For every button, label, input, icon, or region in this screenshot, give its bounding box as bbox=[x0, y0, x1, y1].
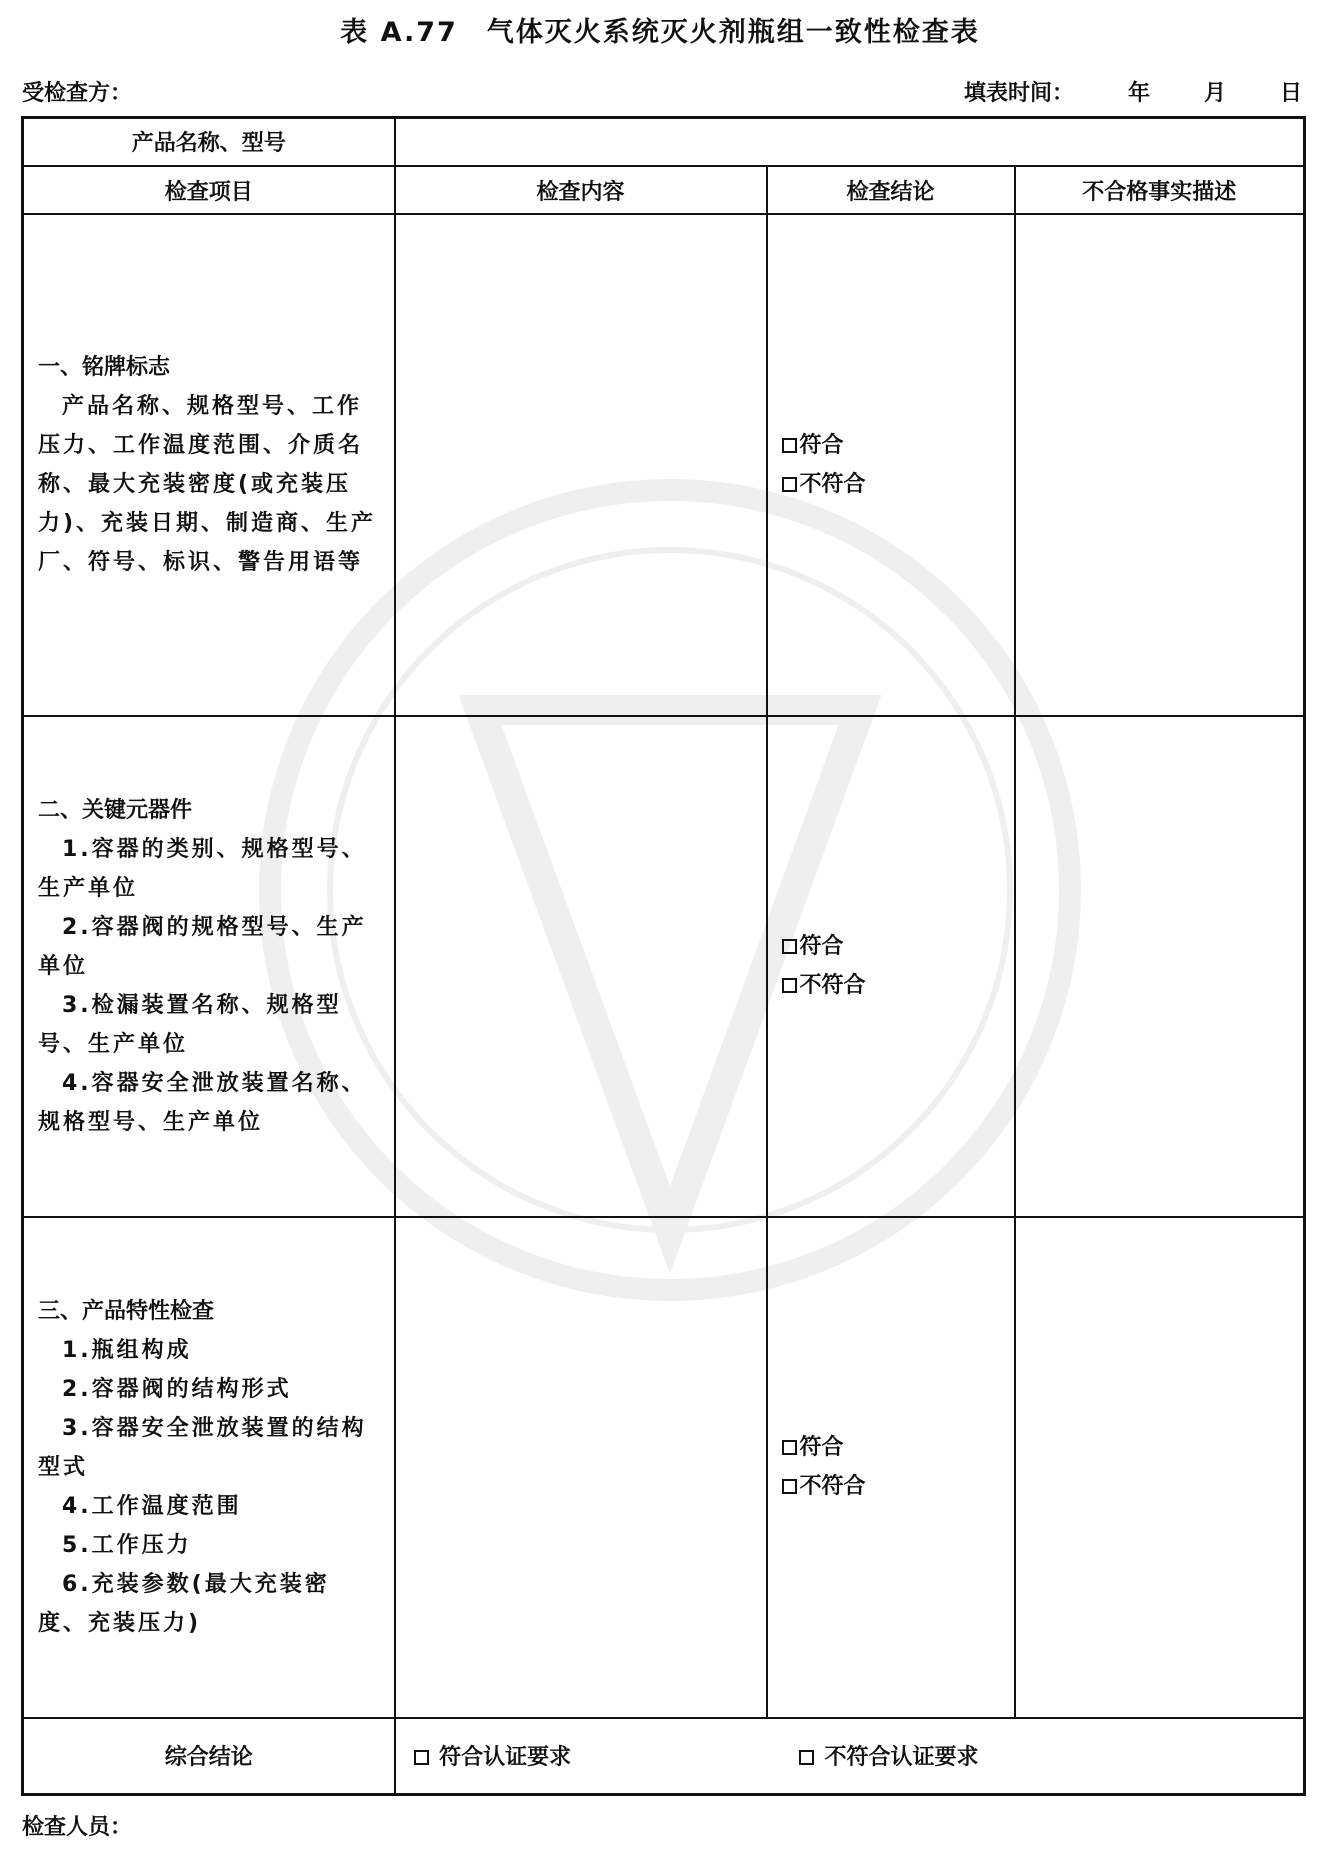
conform-option[interactable] bbox=[782, 426, 1014, 465]
conclusion-cell bbox=[767, 1217, 1015, 1718]
overall-conclusion-row bbox=[23, 1718, 1305, 1795]
item-line: 1.容器的类别、规格型号、生产单位 bbox=[38, 836, 367, 901]
item-line: 2.容器阀的结构形式 bbox=[62, 1376, 292, 1402]
inspector-label: 检查人员： bbox=[22, 1815, 133, 1840]
overall-conclusion-options bbox=[395, 1718, 1305, 1795]
conclusion-cell bbox=[767, 214, 1015, 715]
checkbox-icon[interactable] bbox=[782, 438, 797, 453]
fill-time-label: 填表时间： bbox=[964, 81, 1075, 106]
nonconformity-description-cell[interactable] bbox=[1015, 716, 1305, 1217]
item-line: 4.容器安全泄放装置名称、规格型号、生产单位 bbox=[38, 1070, 367, 1135]
day-label: 日 bbox=[1280, 81, 1303, 106]
nonconform-label: 不符合 bbox=[799, 973, 866, 999]
meets-requirements-option[interactable] bbox=[414, 1740, 572, 1771]
nonconform-label: 不符合 bbox=[799, 472, 866, 497]
fails-requirements-option[interactable] bbox=[799, 1740, 979, 1771]
year-label: 年 bbox=[1128, 81, 1151, 106]
item-heading: 二、关键元器件 bbox=[38, 797, 193, 823]
conform-label: 符合 bbox=[799, 1435, 844, 1461]
checkbox-icon[interactable] bbox=[782, 477, 797, 492]
nonconform-option[interactable] bbox=[782, 966, 1014, 1005]
item-line: 2.容器阀的规格型号、生产单位 bbox=[38, 914, 367, 979]
checkbox-icon[interactable] bbox=[799, 1750, 814, 1765]
inspection-content-cell[interactable] bbox=[395, 1217, 767, 1718]
col-header-nonconformity: 不合格事实描述 bbox=[1015, 166, 1305, 214]
col-header-content: 检查内容 bbox=[395, 166, 767, 214]
product-name-row bbox=[23, 118, 1305, 166]
checkbox-icon[interactable] bbox=[782, 1440, 797, 1455]
item-line: 1.瓶组构成 bbox=[62, 1337, 192, 1363]
conform-label: 符合 bbox=[799, 433, 844, 458]
item-line: 5.工作压力 bbox=[62, 1532, 192, 1558]
item-line: 3.容器安全泄放装置的结构型式 bbox=[38, 1415, 367, 1480]
inspection-item bbox=[23, 214, 395, 715]
inspection-content-cell[interactable] bbox=[395, 214, 767, 715]
nonconform-label: 不符合 bbox=[799, 1474, 866, 1500]
checkbox-icon[interactable] bbox=[782, 1479, 797, 1494]
conform-option[interactable] bbox=[782, 927, 1014, 966]
item-heading: 三、产品特性检查 bbox=[38, 1298, 215, 1324]
table-row bbox=[23, 1217, 1305, 1718]
item-line: 4.工作温度范围 bbox=[62, 1493, 242, 1519]
nonconformity-description-cell[interactable] bbox=[1015, 1217, 1305, 1718]
inspection-content-cell[interactable] bbox=[395, 716, 767, 1217]
table-row bbox=[23, 214, 1305, 715]
item-line: 3.检漏装置名称、规格型号、生产单位 bbox=[38, 992, 342, 1057]
item-line: 6.充装参数(最大充装密度、充装压力) bbox=[38, 1571, 330, 1636]
nonconform-option[interactable] bbox=[782, 1467, 1014, 1506]
col-header-conclusion: 检查结论 bbox=[767, 166, 1015, 214]
page-title: 表 A.77 气体灭火系统灭火剂瓶组一致性检查表 bbox=[340, 17, 980, 48]
product-name-field[interactable] bbox=[395, 118, 1305, 166]
nonconform-option[interactable] bbox=[782, 465, 1014, 504]
inspection-item bbox=[23, 716, 395, 1217]
conform-option[interactable] bbox=[782, 1428, 1014, 1467]
checkbox-icon[interactable] bbox=[414, 1750, 429, 1765]
month-label: 月 bbox=[1204, 81, 1227, 106]
table-row bbox=[23, 716, 1305, 1217]
product-name-label: 产品名称、型号 bbox=[23, 118, 395, 166]
checkbox-icon[interactable] bbox=[782, 939, 797, 954]
fails-requirements-label: 不符合认证要求 bbox=[824, 1745, 979, 1771]
conclusion-cell bbox=[767, 716, 1015, 1217]
conform-label: 符合 bbox=[799, 934, 844, 960]
item-line: 产品名称、规格型号、工作压力、工作温度范围、介质名称、最大充装密度(或充装压力)、充装日期、制造商、生产厂、符号、标识、警告用语等 bbox=[38, 394, 377, 575]
col-header-item: 检查项目 bbox=[23, 166, 395, 214]
overall-conclusion-label: 综合结论 bbox=[23, 1718, 395, 1795]
inspection-table bbox=[21, 116, 1306, 1796]
meets-requirements-label: 符合认证要求 bbox=[439, 1745, 572, 1771]
inspected-party-label: 受检查方： bbox=[22, 81, 133, 106]
checkbox-icon[interactable] bbox=[782, 978, 797, 993]
nonconformity-description-cell[interactable] bbox=[1015, 214, 1305, 715]
inspection-item bbox=[23, 1217, 395, 1718]
table-header-row bbox=[23, 166, 1305, 214]
item-heading: 一、铭牌标志 bbox=[38, 355, 171, 380]
